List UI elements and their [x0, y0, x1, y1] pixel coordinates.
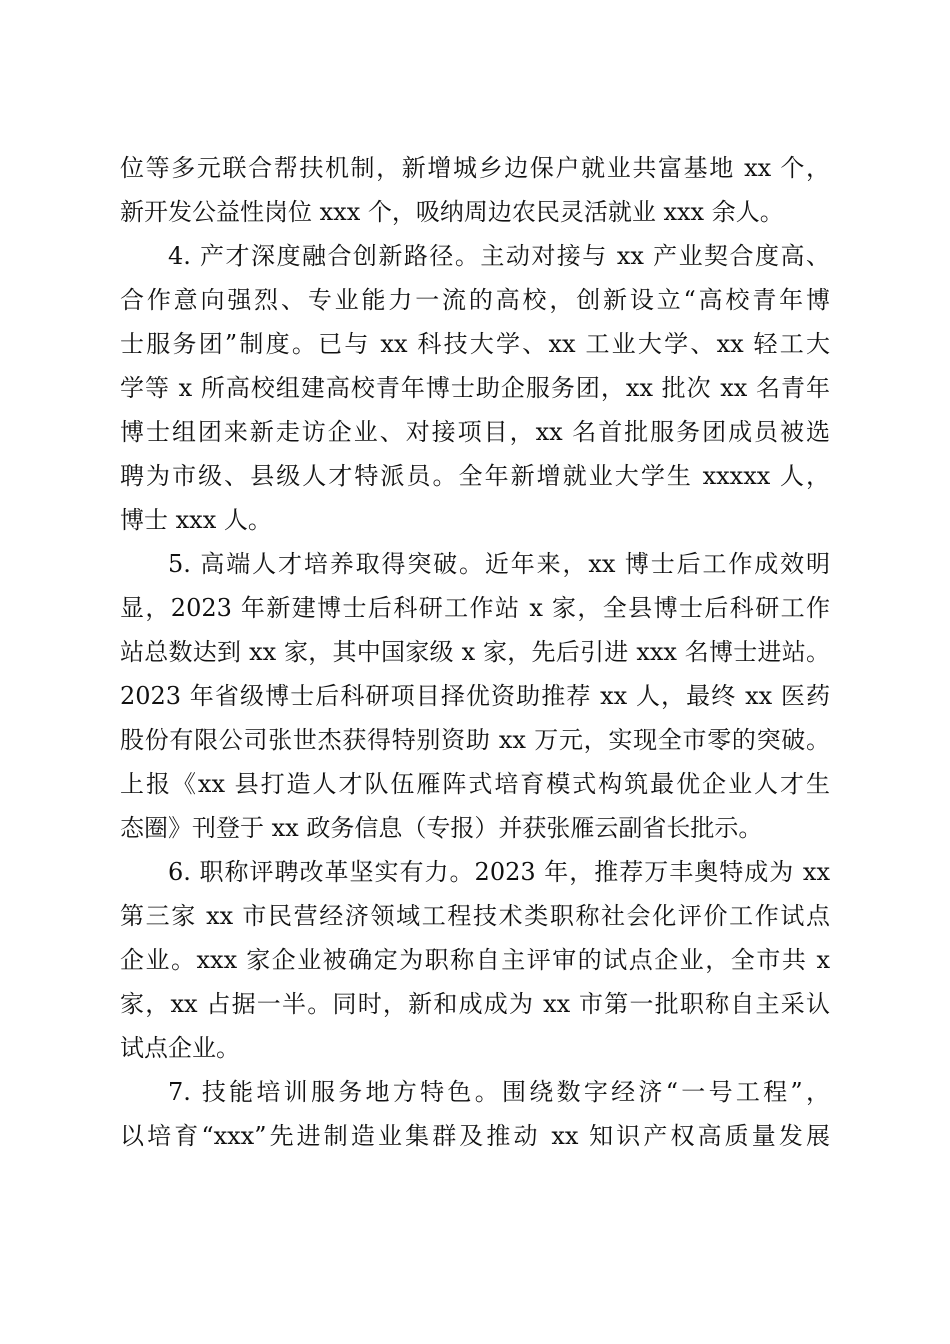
- text-line-2: 新开发公益性岗位 xxx 个，吸纳周边农民灵活就业 xxx 余人。: [120, 198, 784, 226]
- text-line-16: 态圈》刊登于 xx 政务信息（专报）并获张雁云副省长批示。: [120, 814, 763, 842]
- text-line-20: 家，xx 占据一半。同时，新和成成为 xx 市第一批职称自主采认: [120, 990, 830, 1018]
- text-line-21: 试点企业。: [120, 1034, 240, 1062]
- text-line-15: 上报《xx 县打造人才队伍雁阵式培育模式构筑最优企业人才生: [120, 770, 830, 798]
- paragraph-5-heading: 5. 高端人才培养取得突破。近年来，xx 博士后工作成效明: [168, 550, 830, 578]
- text-line-11: 显，2023 年新建博士后科研工作站 x 家，全县博士后科研工作: [120, 594, 830, 622]
- text-line-6: 学等 x 所高校组建高校青年博士助企服务团，xx 批次 xx 名青年: [120, 374, 830, 402]
- paragraph-4-heading: 4. 产才深度融合创新路径。主动对接与 xx 产业契合度高、: [168, 242, 830, 270]
- text-line-8: 聘为市级、县级人才特派员。全年新增就业大学生 xxxxx 人，: [120, 462, 830, 490]
- text-line-14: 股份有限公司张世杰获得特别资助 xx 万元，实现全市零的突破。: [120, 726, 830, 754]
- text-line-9: 博士 xxx 人。: [120, 506, 272, 534]
- text-line-1: 位等多元联合帮扶机制，新增城乡边保户就业共富基地 xx 个，: [120, 154, 830, 182]
- paragraph-6-heading: 6. 职称评聘改革坚实有力。2023 年，推荐万丰奥特成为 xx: [168, 858, 830, 886]
- text-line-4: 合作意向强烈、专业能力一流的高校，创新设立“高校青年博: [120, 286, 830, 314]
- text-line-23: 以培育“xxx”先进制造业集群及推动 xx 知识产权高质量发展: [120, 1122, 830, 1150]
- text-line-18: 第三家 xx 市民营经济领域工程技术类职称社会化评价工作试点: [120, 902, 830, 930]
- text-line-7: 博士组团来新走访企业、对接项目，xx 名首批服务团成员被选: [120, 418, 830, 446]
- text-line-19: 企业。xxx 家企业被确定为职称自主评审的试点企业，全市共 x: [120, 946, 830, 974]
- text-line-13: 2023 年省级博士后科研项目择优资助推荐 xx 人，最终 xx 医药: [120, 682, 830, 710]
- text-line-5: 士服务团”制度。已与 xx 科技大学、xx 工业大学、xx 轻工大: [120, 330, 830, 358]
- text-line-12: 站总数达到 xx 家，其中国家级 x 家，先后引进 xxx 名博士进站。: [120, 638, 830, 666]
- paragraph-7-heading: 7. 技能培训服务地方特色。围绕数字经济“一号工程”，: [168, 1078, 830, 1106]
